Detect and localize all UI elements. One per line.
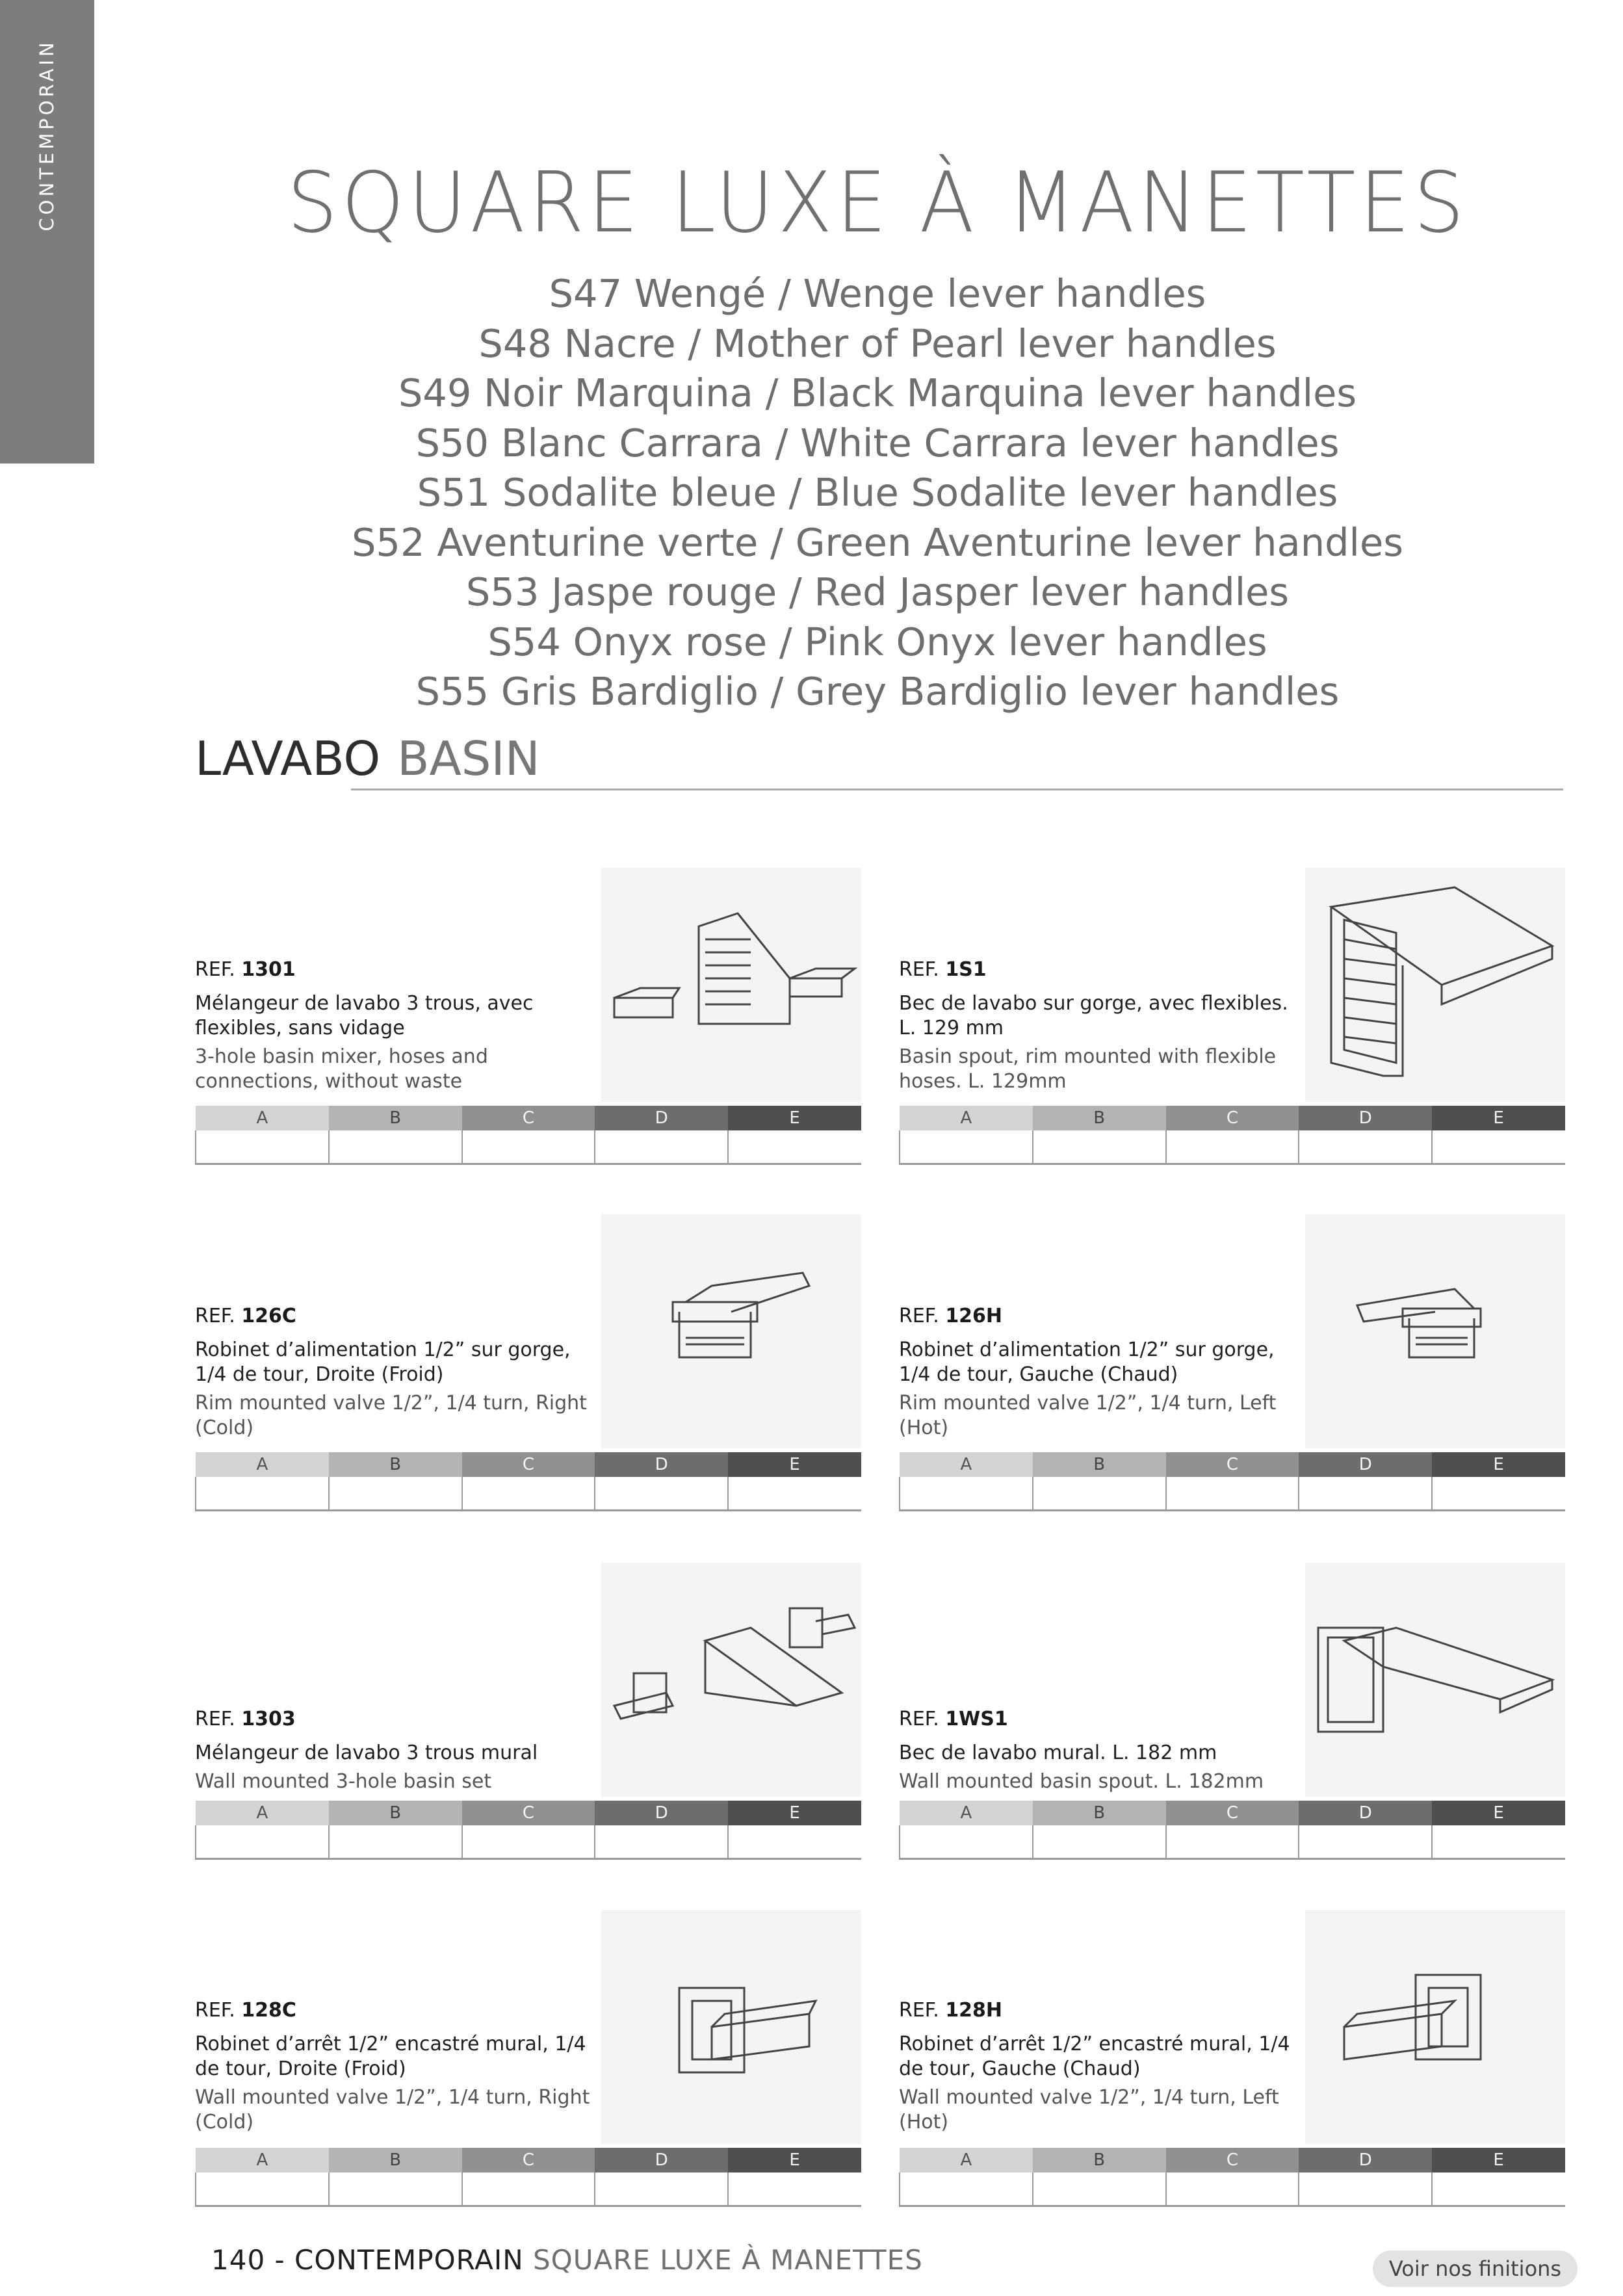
finish-cell-a <box>196 1477 329 1511</box>
product-description-en: Wall mounted valve 1/2”, 1/4 turn, Right (Cold) <box>195 2086 590 2133</box>
finish-cell-b <box>329 1825 462 1859</box>
product-ref <box>195 1304 604 1329</box>
finish-column-c: C <box>462 2148 595 2172</box>
product-ref-number: 126H <box>945 1305 1003 1327</box>
view-finishes-button[interactable]: Voir nos finitions <box>1373 2250 1578 2287</box>
product-description-fr: Bec de lavabo mural. L. 182 mm <box>899 1742 1217 1764</box>
finish-column-d: D <box>1299 1452 1432 1477</box>
finish-column-a: A <box>900 1106 1033 1130</box>
finish-cell-b <box>1033 1130 1166 1164</box>
finish-cell-b <box>1033 1825 1166 1859</box>
finish-table <box>195 1801 861 1860</box>
finish-column-b: B <box>329 1801 462 1825</box>
product-card <box>195 868 861 1167</box>
finish-cell-d <box>1299 1825 1432 1859</box>
finish-cell-c <box>462 1130 595 1164</box>
finish-column-e: E <box>1432 2148 1565 2172</box>
product-card <box>899 868 1565 1167</box>
finish-column-e: E <box>1432 1106 1565 1130</box>
product-description-en: Wall mounted valve 1/2”, 1/4 turn, Left (Hot) <box>899 2086 1279 2133</box>
finish-column-b: B <box>1033 1452 1166 1477</box>
finish-column-c: C <box>1166 2148 1299 2172</box>
variant-line: S47 Wengé / Wenge lever handles <box>549 271 1206 316</box>
product-ref-prefix: REF. <box>195 1999 242 2022</box>
product-description-fr: Mélangeur de lavabo 3 trous mural <box>195 1742 538 1764</box>
finish-cell-e <box>728 1130 861 1164</box>
lever-valve-left-icon <box>1305 1214 1565 1448</box>
finish-column-e: E <box>728 1452 861 1477</box>
product-image <box>1305 868 1565 1102</box>
finish-column-d: D <box>595 1106 728 1130</box>
finish-column-d: D <box>595 2148 728 2172</box>
product-ref <box>195 1998 604 2023</box>
product-ref <box>195 1707 604 1732</box>
finish-column-e: E <box>728 1106 861 1130</box>
product-text <box>195 1304 604 1441</box>
finish-cell-d <box>595 1130 728 1164</box>
product-ref <box>899 1304 1308 1329</box>
variant-line: S52 Aventurine verte / Green Aventurine lever handles <box>351 519 1403 565</box>
product-image <box>1305 1214 1565 1448</box>
finish-cell-b <box>329 1477 462 1511</box>
product-text <box>899 958 1308 1094</box>
product-description-en: 3-hole basin mixer, hoses and connections, without waste <box>195 1045 488 1093</box>
finish-column-e: E <box>1432 1801 1565 1825</box>
product-text <box>899 1707 1308 1794</box>
finish-column-d: D <box>1299 1106 1432 1130</box>
finish-cell-c <box>462 1477 595 1511</box>
product-ref <box>899 958 1308 982</box>
product-ref-number: 1WS1 <box>945 1708 1008 1730</box>
finish-cell-b <box>329 2172 462 2206</box>
finish-cell-a <box>900 1477 1033 1511</box>
variant-line: S54 Onyx rose / Pink Onyx lever handles <box>487 619 1267 664</box>
finish-cell-a <box>196 1825 329 1859</box>
finish-column-c: C <box>1166 1801 1299 1825</box>
finish-cell-d <box>595 1477 728 1511</box>
finish-column-a: A <box>196 1106 329 1130</box>
section-heading-en: BASIN <box>397 731 540 786</box>
variant-line: S50 Blanc Carrara / White Carrara lever handles <box>415 420 1340 465</box>
product-image <box>601 1214 861 1448</box>
product-ref-prefix: REF. <box>899 1305 946 1327</box>
section-heading <box>195 729 540 788</box>
finish-column-c: C <box>462 1801 595 1825</box>
finish-column-b: B <box>329 2148 462 2172</box>
wall-spout-icon <box>1305 1563 1565 1797</box>
finish-cell-a <box>196 1130 329 1164</box>
finish-cell-e <box>728 1477 861 1511</box>
finish-table <box>195 2148 861 2207</box>
finish-cell-e <box>1432 1825 1565 1859</box>
product-image <box>1305 1910 1565 2144</box>
variant-line: S51 Sodalite bleue / Blue Sodalite lever handles <box>417 470 1338 515</box>
product-text <box>899 1304 1308 1441</box>
product-ref-prefix: REF. <box>899 958 946 981</box>
finish-cell-c <box>462 2172 595 2206</box>
finish-table <box>195 1106 861 1165</box>
product-ref-number: 1301 <box>241 958 296 981</box>
finish-cell-d <box>1299 2172 1432 2206</box>
product-description-fr: Robinet d’arrêt 1/2” encastré mural, 1/4 de tour, Gauche (Chaud) <box>899 2033 1290 2080</box>
finish-column-c: C <box>462 1452 595 1477</box>
finish-column-b: B <box>329 1106 462 1130</box>
product-image <box>601 1563 861 1797</box>
finish-column-c: C <box>1166 1452 1299 1477</box>
finish-column-d: D <box>1299 1801 1432 1825</box>
finish-cell-a <box>900 2172 1033 2206</box>
product-description-en: Wall mounted basin spout. L. 182mm <box>899 1770 1264 1793</box>
finish-cell-c <box>462 1825 595 1859</box>
finish-cell-e <box>1432 1477 1565 1511</box>
finish-column-e: E <box>1432 1452 1565 1477</box>
product-text <box>195 1707 604 1794</box>
finish-column-a: A <box>196 2148 329 2172</box>
product-description-en: Wall mounted 3-hole basin set <box>195 1770 492 1793</box>
three-hole-mixer-icon <box>601 868 861 1102</box>
finish-cell-b <box>329 1130 462 1164</box>
product-ref-number: 1303 <box>241 1708 296 1730</box>
product-ref-number: 128C <box>241 1999 296 2022</box>
product-description-en: Basin spout, rim mounted with flexible hoses. L. 129mm <box>899 1045 1277 1093</box>
variant-line: S53 Jaspe rouge / Red Jasper lever handles <box>465 569 1290 614</box>
product-ref <box>899 1998 1308 2023</box>
product-ref-number: 126C <box>241 1305 296 1327</box>
finish-column-b: B <box>1033 1106 1166 1130</box>
finish-column-a: A <box>196 1801 329 1825</box>
product-card <box>195 1910 861 2209</box>
product-ref-prefix: REF. <box>899 1708 946 1730</box>
finish-column-d: D <box>595 1801 728 1825</box>
finish-cell-c <box>1166 1477 1299 1511</box>
product-image <box>1305 1563 1565 1797</box>
finish-cell-a <box>900 1825 1033 1859</box>
finish-column-a: A <box>900 1452 1033 1477</box>
product-ref-prefix: REF. <box>195 958 242 981</box>
product-description-en: Rim mounted valve 1/2”, 1/4 turn, Right (Cold) <box>195 1392 587 1439</box>
product-ref-number: 128H <box>945 1999 1003 2022</box>
variant-line: S49 Noir Marquina / Black Marquina lever handles <box>398 371 1357 415</box>
side-tab-label: CONTEMPORAIN <box>36 39 58 231</box>
finish-cell-c <box>1166 1825 1299 1859</box>
product-ref-prefix: REF. <box>899 1999 946 2022</box>
section-divider <box>351 789 1563 790</box>
product-text <box>195 958 604 1094</box>
product-description-fr: Mélangeur de lavabo 3 trous, avec flexibles, sans vidage <box>195 992 534 1039</box>
finish-cell-a <box>196 2172 329 2206</box>
finish-column-b: B <box>1033 2148 1166 2172</box>
finish-column-a: A <box>900 1801 1033 1825</box>
finish-cell-d <box>1299 1477 1432 1511</box>
finish-column-c: C <box>462 1106 595 1130</box>
finish-cell-d <box>595 2172 728 2206</box>
finish-column-b: B <box>329 1452 462 1477</box>
finish-cell-e <box>728 2172 861 2206</box>
finish-cell-d <box>1299 1130 1432 1164</box>
product-card <box>899 1910 1565 2209</box>
product-card <box>899 1563 1565 1862</box>
finish-table <box>195 1452 861 1511</box>
product-card <box>195 1214 861 1513</box>
product-ref <box>195 958 604 982</box>
product-ref <box>899 1707 1308 1732</box>
finish-table <box>899 1452 1565 1511</box>
finish-column-e: E <box>728 2148 861 2172</box>
finish-cell-c <box>1166 1130 1299 1164</box>
finish-cell-d <box>595 1825 728 1859</box>
finish-column-a: A <box>900 2148 1033 2172</box>
page-footer <box>211 2244 923 2276</box>
variant-list <box>227 269 1527 717</box>
wall-valve-right-icon <box>601 1910 861 2144</box>
product-ref-prefix: REF. <box>195 1305 242 1327</box>
variant-line: S55 Gris Bardiglio / Grey Bardiglio lever handles <box>415 669 1340 714</box>
product-image <box>601 1910 861 2144</box>
product-description-fr: Bec de lavabo sur gorge, avec flexibles. L. 129 mm <box>899 992 1288 1039</box>
finish-cell-b <box>1033 1477 1166 1511</box>
finish-table <box>899 2148 1565 2207</box>
finish-table <box>899 1106 1565 1165</box>
product-text <box>195 1998 604 2135</box>
finish-column-e: E <box>728 1801 861 1825</box>
variant-line: S48 Nacre / Mother of Pearl lever handles <box>478 320 1277 366</box>
product-description-en: Rim mounted valve 1/2”, 1/4 turn, Left (Hot) <box>899 1392 1277 1439</box>
wall-valve-left-icon <box>1305 1910 1565 2144</box>
product-description-fr: Robinet d’alimentation 1/2” sur gorge, 1/4 de tour, Droite (Froid) <box>195 1338 571 1386</box>
finish-cell-c <box>1166 2172 1299 2206</box>
product-card <box>195 1563 861 1862</box>
finish-cell-a <box>900 1130 1033 1164</box>
product-ref-number: 1S1 <box>945 958 987 981</box>
finish-column-b: B <box>1033 1801 1166 1825</box>
basin-spout-icon <box>1305 868 1565 1102</box>
section-heading-fr: LAVABO <box>195 731 381 786</box>
product-description-fr: Robinet d’alimentation 1/2” sur gorge, 1/4 de tour, Gauche (Chaud) <box>899 1338 1275 1386</box>
product-text <box>899 1998 1308 2135</box>
product-description-fr: Robinet d’arrêt 1/2” encastré mural, 1/4 de tour, Droite (Froid) <box>195 2033 586 2080</box>
finish-cell-b <box>1033 2172 1166 2206</box>
wall-three-hole-set-icon <box>601 1563 861 1797</box>
finish-column-d: D <box>595 1452 728 1477</box>
product-image <box>601 868 861 1102</box>
finish-column-c: C <box>1166 1106 1299 1130</box>
finish-table <box>899 1801 1565 1860</box>
finish-column-d: D <box>1299 2148 1432 2172</box>
finish-cell-e <box>1432 1130 1565 1164</box>
finish-column-a: A <box>196 1452 329 1477</box>
footer-page-number: 140 - CONTEMPORAIN <box>211 2244 524 2276</box>
finish-cell-e <box>1432 2172 1565 2206</box>
footer-subtitle: SQUARE LUXE À MANETTES <box>533 2244 923 2276</box>
product-ref-prefix: REF. <box>195 1708 242 1730</box>
finish-cell-e <box>728 1825 861 1859</box>
lever-valve-right-icon <box>601 1214 861 1448</box>
product-card <box>899 1214 1565 1513</box>
page-title: SQUARE LUXE À MANETTES <box>287 155 1468 252</box>
